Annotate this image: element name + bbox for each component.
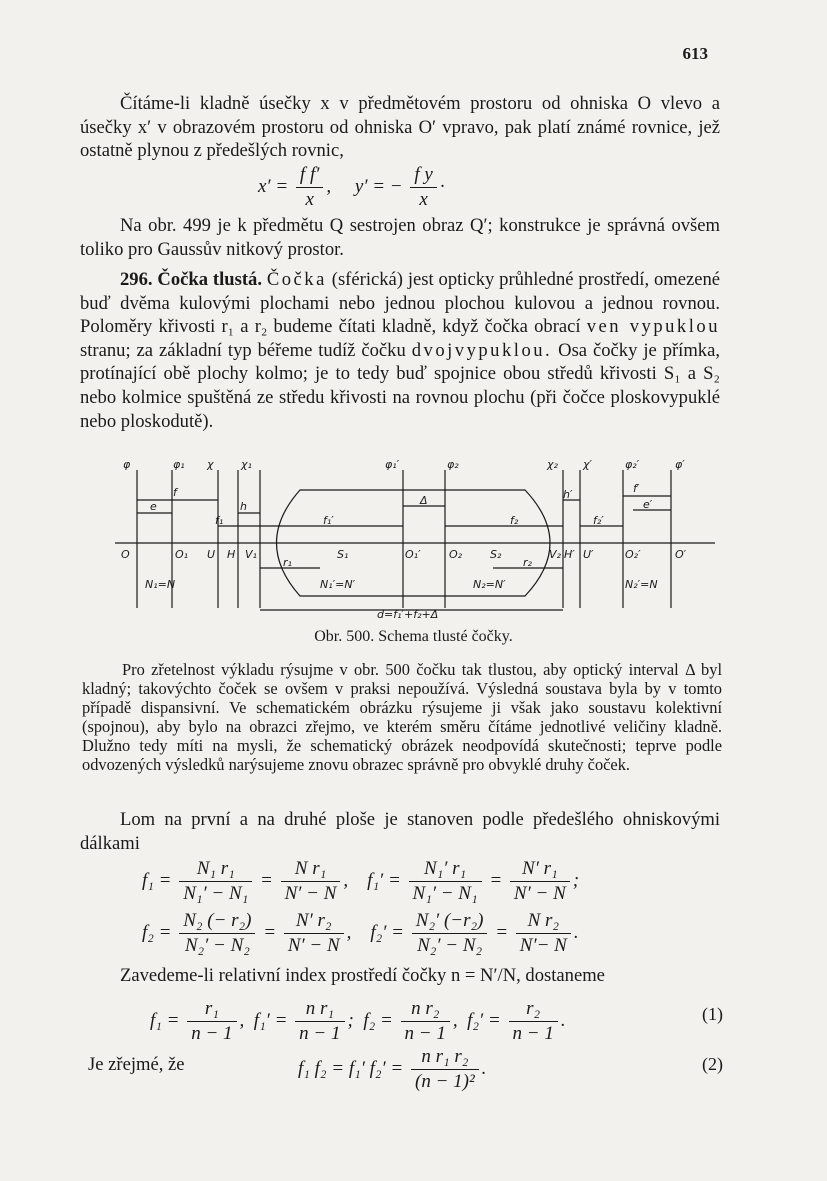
svg-text:f₂: f₂ xyxy=(510,514,519,527)
intro-paragraph: Čítáme-li kladně úsečky x v předmětovém prostoru od ohniska O vlevo a úsečky x′ v obrazovém prostoru od ohniska O′ vpravo, pak platí známé rovnice, jež ostatně plynou z předešlých rovnic, xyxy=(80,93,720,162)
page-number: 613 xyxy=(682,44,708,63)
svg-text:Δ: Δ xyxy=(420,494,428,507)
svg-text:O₂: O₂ xyxy=(449,548,463,561)
paragraph-index: Zavedeme-li relativní index prostředí čočky n = N′/N, dostaneme xyxy=(120,965,605,986)
label-chi2: χ₂ xyxy=(547,458,558,471)
label-phi2p: φ₂′ xyxy=(625,458,640,471)
equation-f2: f₂ = $\frac{\text{N₂ (− r₂)}}{\text{N₂′ − N₂}}$ = $\frac{\text{N′ r₂}}{N' - N}$ , f₂′ = $\frac{\text{N₂′ (−r₂)}}{\text{N₂′ − N₂}}$ = $\frac{\text{N r₂}}{N'- N}$ . xyxy=(142,910,579,956)
svg-text:f₁′: f₁′ xyxy=(323,514,334,527)
svg-text:f′: f′ xyxy=(633,482,640,495)
equation-newton: x′ = $\frac{\text{f f′}}{x}$ , y′ = − $\frac{\text{f y}}{x}$ · xyxy=(258,164,445,210)
section-title: Čočka tlustá. xyxy=(157,269,262,290)
section-number: 296. xyxy=(120,269,153,290)
equation-2: f₁ f₂ = f₁′ f₂′ = $\frac{\text{n r₁ r₂}}{\text{(n − 1)²}}$ . xyxy=(298,1046,487,1092)
section-296: 296. Čočka tlustá. Čočka (sférická) jest opticky průhledné prostředí, omezené buď dvěma kulovými plochami nebo jednou plochou kulovou a jednou rovnou. Poloměry křivosti r₁ a r₂ budeme čítati kladně, když čočka obrací ven vypuklou stranu; za základní typ béřeme tudíž čočku dvojvypuklou. Osa čočky je přímka, protínající obě plochy kolmo; je to tedy buď spojnice obou středů křivosti S₁ a S₂ nebo kolmice spuštěná ze středu křivosti na rovnou plochu (při čočce ploskovypuklé nebo ploskodutě). xyxy=(80,269,721,432)
svg-text:O′: O′ xyxy=(675,548,687,561)
svg-text:d=f₁′+f₂+Δ: d=f₁′+f₂+Δ xyxy=(377,608,439,621)
equation-number-1: (1) xyxy=(702,1004,723,1024)
paragraph-lom: Lom na první a na druhé ploše je stanoven podle předešlého ohniskovými dálkami xyxy=(80,809,720,854)
svg-text:O₂′: O₂′ xyxy=(625,548,641,561)
svg-text:O₁′: O₁′ xyxy=(405,548,421,561)
svg-text:h: h xyxy=(240,500,247,513)
svg-text:O₁: O₁ xyxy=(175,548,189,561)
svg-text:e: e xyxy=(150,500,157,513)
paragraph-obr499: Na obr. 499 je k předmětu Q sestrojen obraz Q′; konstrukce je správná ovšem toliko pro Gaussův nitkový prostor. xyxy=(80,215,720,260)
svg-text:H: H xyxy=(227,548,236,561)
svg-text:V₂: V₂ xyxy=(549,548,561,561)
svg-text:H′: H′ xyxy=(564,548,575,561)
thick-lens-diagram xyxy=(115,458,715,626)
label-phi1: φ₁ xyxy=(173,458,185,471)
svg-text:S₁: S₁ xyxy=(337,548,349,561)
svg-text:N₁′=N′: N₁′=N′ xyxy=(320,578,356,591)
label-phi2: φ₂ xyxy=(447,458,459,471)
svg-text:U: U xyxy=(207,548,216,561)
label-phip: φ′ xyxy=(675,458,685,471)
svg-text:r₂: r₂ xyxy=(523,556,532,569)
svg-text:h′: h′ xyxy=(563,488,573,501)
label-phi: φ xyxy=(123,458,131,471)
svg-text:N₂′=N: N₂′=N xyxy=(625,578,658,591)
equation-number-2: (2) xyxy=(702,1054,723,1074)
svg-text:N₂=N′: N₂=N′ xyxy=(473,578,506,591)
svg-text:U′: U′ xyxy=(583,548,594,561)
label-phi1p: φ₁′ xyxy=(385,458,400,471)
figure-caption: Obr. 500. Schema tlusté čočky. xyxy=(314,628,513,645)
label-chip: χ′ xyxy=(583,458,593,471)
svg-text:f₁: f₁ xyxy=(215,514,224,527)
svg-text:e′: e′ xyxy=(643,498,653,511)
svg-text:r₁: r₁ xyxy=(283,556,292,569)
svg-text:N₁=N: N₁=N xyxy=(145,578,176,591)
svg-text:O: O xyxy=(121,548,130,561)
eq2-lead: Je zřejmé, že xyxy=(88,1054,185,1075)
equation-1: f₁ = $\frac{\text{r₁}}{n - 1}$ , f₁′ = $\frac{\text{n r₁}}{n - 1}$ ; f₂ = $\frac{\text{n r₂}}{n - 1}$ , f₂′ = $\frac{\text{r₂}}{n - 1}$ . xyxy=(150,998,566,1044)
label-chi1: χ₁ xyxy=(241,458,252,471)
svg-text:V₁: V₁ xyxy=(245,548,257,561)
equation-f1: f₁ = $\frac{\text{N₁ r₁}}{\text{N₁′ − N₁}}$ = $\frac{\text{N r₁}}{N' - N}$ , f₁′ = $\frac{\text{N₁′ r₁}}{\text{N₁′ − N₁}}$ = $\frac{\text{N′ r₁}}{N' - N}$ ; xyxy=(142,858,580,904)
small-paragraph: Pro zřetelnost výkladu rýsujme v obr. 500 čočku tak tlustou, aby optický interval Δ byl kladný; takovýchto čoček se ovšem v praksi nepoužívá. Výsledná soustava byla by v tomto případě dispansivní. Ve schematickém obrázku rýsujeme ji však jako soustavu kolektivní (spojnou), aby bylo na obrazci zřejmo, ve kterém směru čítáme jednotlivé veličiny kladně. Dlužno tedy míti na mysli, že schematický obrázek neodpovídá skutečnosti; teprve podle odvozených výsledků narýsujeme znovu obrazec správně pro obvyklé druhy čoček. xyxy=(82,660,722,774)
label-chi: χ xyxy=(207,458,214,471)
svg-text:f: f xyxy=(173,486,177,499)
svg-text:S₂: S₂ xyxy=(490,548,502,561)
svg-text:f₂′: f₂′ xyxy=(593,514,604,527)
